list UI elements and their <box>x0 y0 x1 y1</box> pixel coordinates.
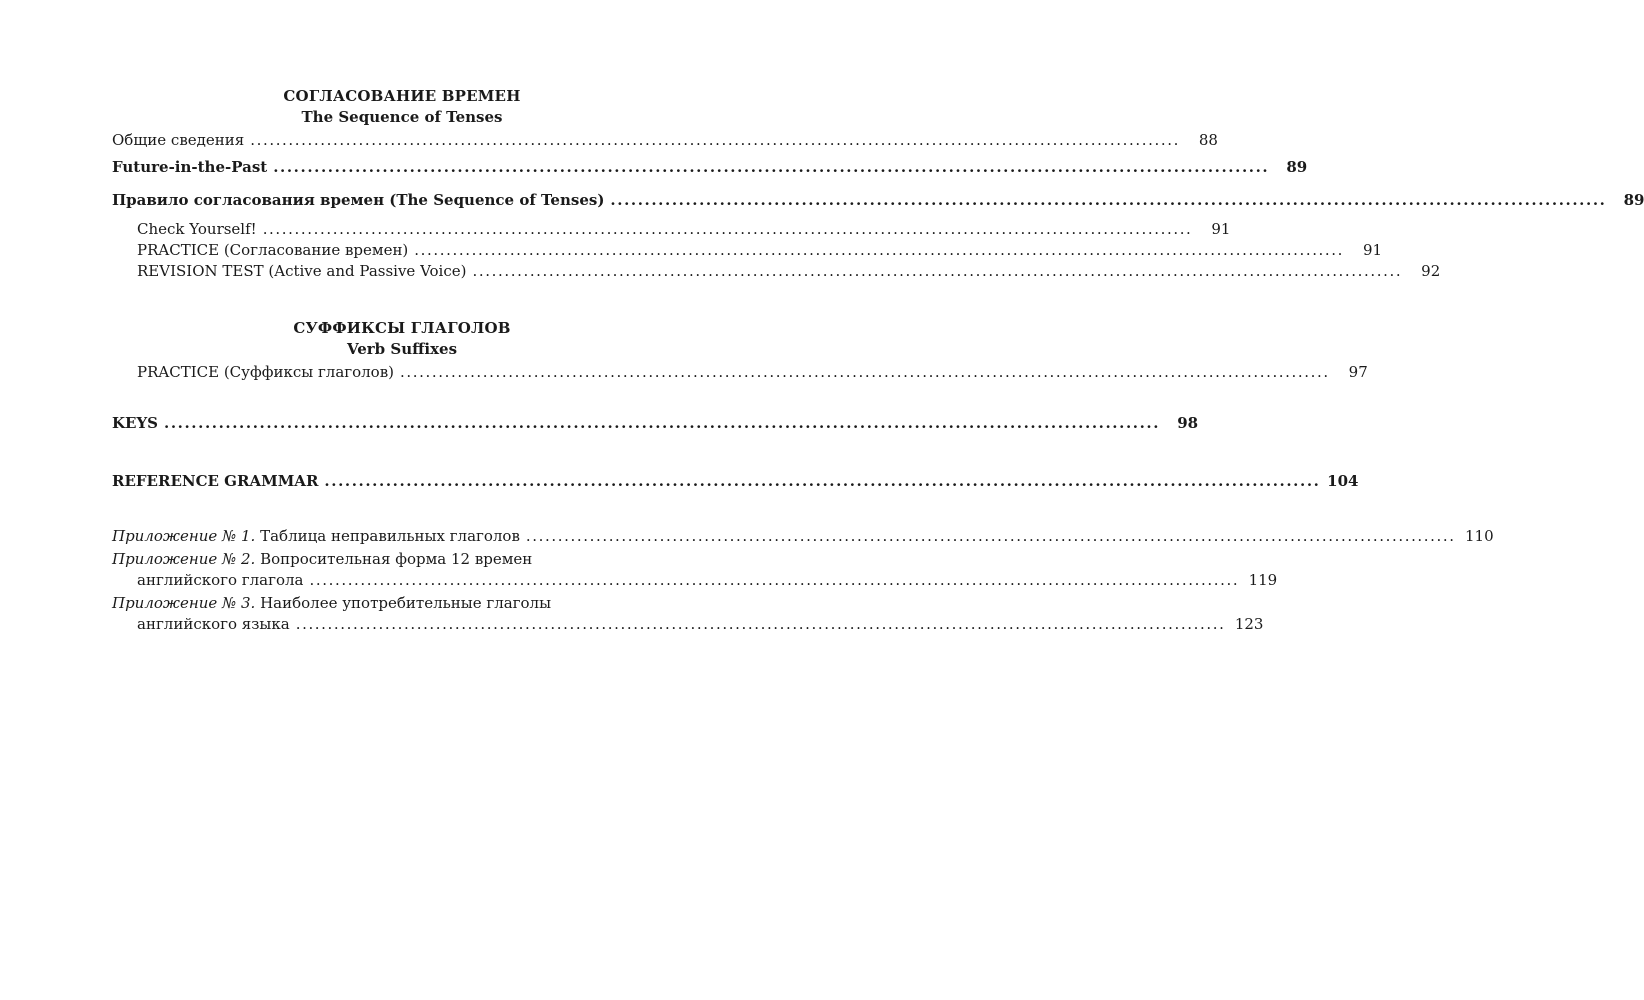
toc-entry-label: Общие сведения <box>112 131 245 149</box>
toc-entry[interactable] <box>112 261 1441 282</box>
toc-entry-label: PRACTICE (Согласование времен) <box>137 241 409 259</box>
leader-dots: .................................................................................................................................................. <box>610 191 1607 209</box>
leader-dots: .................................................................................................................................................. <box>472 262 1403 280</box>
section-title-ru: СУФФИКСЫ ГЛАГОЛОВ <box>293 319 511 337</box>
toc-entry-reference-grammar[interactable] <box>112 471 1359 492</box>
appendix-title: Наиболее употребительные глаголы <box>255 594 552 612</box>
toc-entry-label: Check Yourself! <box>137 220 257 238</box>
section-title-ru: СОГЛАСОВАНИЕ ВРЕМЕН <box>283 87 521 105</box>
leader-dots: .................................................................................................................................................. <box>309 571 1240 589</box>
toc-entry-appendix[interactable] <box>112 526 1494 547</box>
appendix-lead: Приложение № 3. <box>112 594 256 612</box>
toc-entry[interactable] <box>112 157 1308 178</box>
appendix-lead: Приложение № 1. <box>112 527 256 545</box>
section-heading <box>112 318 692 360</box>
toc-entry[interactable] <box>112 219 1231 240</box>
toc-entry-page: 98 <box>1177 414 1199 432</box>
toc-entry-appendix[interactable] <box>112 549 1278 591</box>
leader-dots: .................................................................................................................................................. <box>295 615 1226 633</box>
toc-entry[interactable] <box>112 362 1368 383</box>
leader-dots: .................................................................................................................................................. <box>164 414 1161 432</box>
section-title-en: The Sequence of Tenses <box>301 108 503 126</box>
toc-entry-label: Правило согласования времен (The Sequence of Tenses) <box>112 191 605 209</box>
table-of-contents <box>112 86 1644 635</box>
toc-entry-page: 119 <box>1248 571 1278 589</box>
toc-entry-page: 123 <box>1234 615 1264 633</box>
toc-entry-page: 92 <box>1421 262 1441 280</box>
appendix-title-continued: английского глагола <box>137 571 304 589</box>
leader-dots: .................................................................................................................................................. <box>262 220 1193 238</box>
toc-entry-label: Future-in-the-Past <box>112 158 268 176</box>
toc-entry-label: REVISION TEST (Active and Passive Voice) <box>137 262 467 280</box>
leader-dots: .................................................................................................................................................. <box>273 158 1270 176</box>
toc-entry[interactable] <box>112 130 1218 151</box>
appendix-title-continued: английского языка <box>137 615 290 633</box>
toc-entry-page: 91 <box>1362 241 1383 259</box>
toc-entry-label: KEYS <box>112 414 159 432</box>
toc-entry-page: 89 <box>1623 191 1644 209</box>
appendix-title: Вопросительная форма 12 времен <box>255 550 533 568</box>
toc-entry[interactable] <box>112 190 1644 211</box>
toc-entry-label: PRACTICE (Суффиксы глаголов) <box>137 363 395 381</box>
toc-entry-page: 97 <box>1348 363 1368 381</box>
leader-dots: .................................................................................................................................................. <box>400 363 1330 381</box>
appendix-title: Таблица неправильных глаголов <box>255 527 520 545</box>
toc-entry-page: 89 <box>1286 158 1308 176</box>
toc-entry-keys[interactable] <box>112 413 1199 434</box>
leader-dots: .................................................................................................................................................. <box>414 241 1345 259</box>
leader-dots: .................................................................................................................................................. <box>525 527 1456 545</box>
toc-entry-page: 104 <box>1327 472 1359 490</box>
toc-entry-label: REFERENCE GRAMMAR <box>112 472 319 490</box>
toc-entry-page: 110 <box>1465 527 1494 545</box>
leader-dots: .................................................................................................................................................. <box>250 131 1180 149</box>
toc-entry-page: 91 <box>1211 220 1231 238</box>
section-heading <box>112 86 692 128</box>
section-title-en: Verb Suffixes <box>346 340 458 358</box>
toc-entry-appendix[interactable] <box>112 593 1264 635</box>
appendix-lead: Приложение № 2. <box>112 550 256 568</box>
toc-entry-page: 88 <box>1198 131 1218 149</box>
toc-entry[interactable] <box>112 240 1383 261</box>
leader-dots: .................................................................................................................................................. <box>324 472 1321 490</box>
